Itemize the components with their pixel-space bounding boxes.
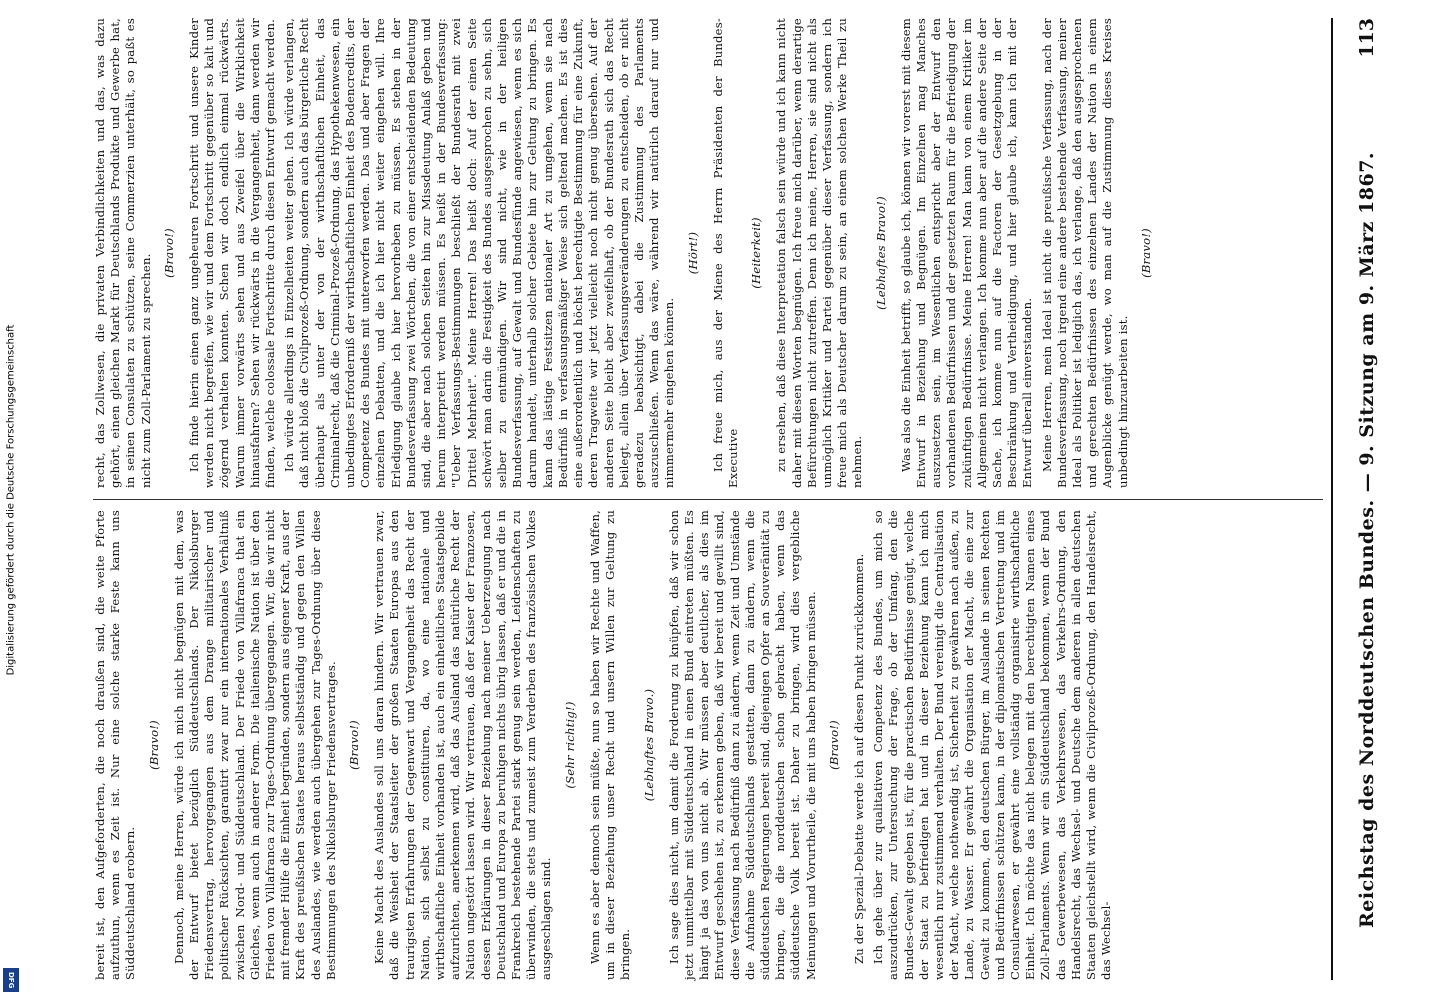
rotated-page	[23, 0, 1432, 1000]
paragraph: Ich freue mich, aus der Miene des Herrn Präsidenten der Bundes-Executive	[710, 18, 740, 488]
page-number: 113	[1356, 18, 1378, 58]
stage-cue: (Lebhaftes Bravo.)	[641, 688, 656, 802]
page-header	[1350, 18, 1390, 980]
stage-cue: (Bravo!)	[1138, 228, 1153, 278]
scanned-sheet	[22, 0, 1432, 1000]
stage-cue: (Bravo!)	[826, 720, 841, 770]
digitization-sidebar	[0, 0, 22, 1000]
paragraph: Was also die Einheit betrifft, so glaube ich, können wir vorerst mit diesem Entwurf in Beziehung und Begnügen. Im Einzelnen mag Manches auszusetzen sein, im Wesentlichen entspricht aber der Entwurf den vorhandenen Bedürfnissen und der gesetzten Raum für die Befriedigung der zukünftigen Bedürfnisse. Meine Herren! Man kann von einem Kritiker im Allgemeinen nicht verlangen. Ich komme nun aber auf die andere Seite der Sache, ich komme nun auf die Factoren der Gesetzgebung in der Beschränkung und Vertheidigung, und hier glaube ich, kann ich mit der Entwurf überall einverstanden.	[898, 18, 1035, 488]
text-column-right	[93, 18, 1323, 488]
paragraph: zu ersehen, daß diese Interpretation falsch sein würde und ich kann nicht daher mit diesen Worten begnügen. Ich freue mich darüber, wenn derartige Befürchtungen nicht zutreffen. Denn ich meine, Herren, sie sind nicht als unmöglich Kritiker und Partei gegenüber dieser Verfassung, sondern ich freue mich als Deutscher darum zu sein, an einem solchen Werke Theil zu nehmen.	[774, 18, 865, 488]
paragraph: Ich gehe über zur qualitativen Competenz des Bundes, um mich so auszudrücken, zur Untersuchung der Frage, ob der Umfang, den die Bundes-Gewalt gegeben ist, für die practischen Bedürfnisse genügt, welche der Staat zu befriedigen hat und in dieser Beziehung kann ich mich wesentlich nur zustimmend verhalten. Der Bund vereinigt die Centralisation der Macht, welche nothwendig ist, Sicherheit zu gewähren nach außen, zu Lande, zu Wasser. Er gewährt die Organisation der Macht, die eine zur Gewalt zu kommen, den deutschen Bürger, im Auslande in seinen Rechten und Bedürfnissen schützen kann, in der diplomatischen Vertretung und im Consularwesen, er gewährt eine vollständig organisirte wirthschaftliche Einheit. Ich möchte das nicht belegen mit den berechtigten Namen eines Zoll-Parlaments. Wenn wir ein Süddeutschland bekommen, wenn der Bund das Gewerbewesen, das Verkehrswesen, das Verkehrs-Ordnung, den Handelsrecht, das Wechsel- und Deutsche dem anderen in allen deutschen Staaten gleichstellt wird, wenn die Civilprozeß-Ordnung, den Handelsrecht, das Wechsel-	[871, 510, 1114, 980]
stage-cue: (Bravo!)	[161, 228, 176, 278]
text-column-left	[93, 510, 1323, 980]
paragraph: Keine Macht des Auslandes soll uns daran hindern. Wir vertrauen zwar, daß die Weisheit der Staatsleiter der großen Staaten Europas aus den traurigsten Erfahrungen der Gegenwart und Vergangenheit das Recht der Nation, sich selbst zu constituiren, da, wo eine nationale und wirthschaftliche Einheit vorhanden ist, auch ein einheitliches Staatsgebilde aufzurichten, anerkennen wird, daß das Ausland das natürliche Recht der Nation ungestört lassen wird. Wir vertrauen, daß der Kaiser der Franzosen, dessen Erklärungen in dieser Beziehung nach meiner Ueberzeugung nach Deutschland und Europa zu beruhigen nichts übrig lassen, daß er und die in Frankreich bestehende Partei stark genug sein werden, Leidenschaften zu überwinden, die stets und zumeist zum Verderben des französischen Volkes ausgeschlagen sind.	[372, 510, 554, 980]
paragraph: bereit ist, den Aufgeforderten, die noch draußen sind, die weite Pforte aufzuthun, wenn es Zeit ist. Nur eine solche starke Feste kann uns Süddeutschland erobern.	[93, 510, 138, 980]
paragraph: Ich würde allerdings in Einzelheiten weiter gehen. Ich würde verlangen, daß nicht bloß die Civilprozeß-Ordnung, sondern auch das bürgerliche Recht überhaupt als unter der von der wirthschaftlichen Einheit, das Criminalrecht, daß die Criminal-Prozeß-Ordnung, das Hypothekenwesen, ein unbedingtes Erforderniß der wirthschaftlichen Einheit des Bodencredits, der Competenz des Bundes mit unterworfen werden. Das und aber Fragen der einzelnen Debatten, und die ich hier nicht weiter eingehen will. Ihre Erledigung glaube ich hier hervorheben zu müssen. Es stehen in der Bundesverfassung zwei Wörtchen, die von einer entscheidenden Bedeutung sind, die aber nach solchen Seiten hin zur Missdeutung Anlaß geben und herum interpretirt werden müssen. Es heißt in der Bundesverfassung: "Ueber Verfassungs-Bestimmungen beschließt der Bundesrath mit zwei Drittel Mehrheit". Meine Herren! Das heißt doch: Auf der einen Seite schwört man darin die Festigkeit des Bundes ausgesprochen zu sehn, sich selber zu entmündigen. Wir sind nicht, wie in der heiligen Bundesverfassung, auf Gewalt und Bundesfünde angewiesen, wenn es sich darum handelt, unterhalb solcher Gebiete hin zur Geltung zu bringen. Es kann das lästige Festsitzen nationaler Art zu umgehen, wenn sie nach Bedürfniß in verfassungsmäßiger Weise sich geltend machen. Es ist dies eine außerordentlich und höchst berechtigte Bestimmung für eine Zukunft, deren Tragweite wir jetzt vielleicht noch nicht genug übersehen. Auf der anderen Seite bleibt aber zweifelhaft, ob der Bundesrath sich das Recht beilegt, allein über Verfassungsveränderungen zu entscheiden, ob er nicht geradezu beabsichtigt, dabei die Zustimmung des Parlaments auszuschließen. Wenn das wäre, während wir natürlich darauf nur und nimmermehr eingehen können.	[282, 18, 677, 488]
stage-cue: (Bravo!)	[347, 720, 362, 770]
header-rule	[1331, 18, 1333, 980]
stage-cue: (Lebhaftes Bravo!)	[873, 196, 888, 310]
stage-cue: (Bravo!)	[146, 720, 161, 770]
stage-cue: (Heiterkeit)	[749, 217, 764, 289]
dfg-logo-icon: DFG	[3, 968, 19, 992]
paragraph: Dennoch, meine Herren, würde ich mich nicht begnügen mit dem, was der Entwurf bietet bezüglich Süddeutschlands. Der Nikolsburger Friedensvertrag, hervorgegangen aus dem Drange militairischer und politischer Rücksichten, garantirt zwar nur ein internationales Verhältniß zwischen Nord- und Süddeutschland. Der Friede von Villafranca that ein Gleiches, wenn auch in anderer Form. Die italienische Nation ist über den Frieden von Villafranca zur Tages-Ordnung übergegangen. Wir, die wir nicht mit fremder Hülfe die Einheit begründen, sondern aus eigener Kraft, aus der Kraft des preußischen Staates heraus selbstständig und gegen den Willen des Auslandes, wie werden auch übergehen zur Tages-Ordnung über diese Bestimmungen des Nikolsburger Friedensvertrages.	[171, 510, 338, 980]
stage-cue: (Hört!)	[685, 231, 700, 275]
paragraph: recht, das Zollwesen, die privaten Verbindlichkeiten und das, was dazu gehört, einen gleichen Markt für Deutschlands Produkte und Gewerbe hat, in seinen Consulaten zu schützen, seine Commerzien unterhält, so paßt es nicht zum Zoll-Parlament zu sprechen.	[93, 18, 153, 488]
dfg-credit-text: Digitalisierung gefördert durch die Deutsche Forschungsgemeinschaft	[5, 324, 17, 676]
stage-cue: (Sehr richtig!)	[562, 701, 577, 789]
running-head: Reichstag des Norddeutschen Bundes. — 9. Sitzung am 9. März 1867.	[1356, 151, 1378, 929]
paragraph: Meine Herren, mein Ideal ist nicht die preußische Verfassung, nach der Bundesverfassung, noch irgend eine andere bestehende Verfassung, meiner Ideal als Politiker ist lediglich das, ich verlange, daß den ausgesprochenen und gerechten Bedürfnissen des einzelnen Landes der Nation in einem Augenblicke genügt werde, wo man auf die Zustimmung dieses Kreises unbedingt hinzuarbeiten ist.	[1039, 18, 1130, 488]
paragraph: Wenn es aber dennoch sein müßte, nun so haben wir Rechte und Waffen, um in dieser Beziehung unser Recht und unsern Willen zur Geltung zu bringen.	[587, 510, 633, 980]
paragraph: Zu der Spezial-Debatte werde ich auf diesen Punkt zurückkommen.	[851, 553, 866, 964]
paragraph: Ich sage dies nicht, um damit die Forderung zu knüpfen, daß wir schon jetzt unmittelbar mit Süddeutschland in einen Bund eintreten müßten. Es hängt ja das von uns nicht ab. Wir müssen aber deutlicher, als dies im Entwurf geschehen ist, zu erkennen geben, daß wir bereit und gewillt sind, diese Verfassung nach Bedürfniß dann zu ändern, wenn Zeit und Umstände die Aufnahme Süddeutschlands gestatten, dann zu ändern, wenn die süddeutschen Regierungen bereit sind, diejenigen Opfer an Souveränität zu bringen, die die norddeutschen schon gebracht haben, wenn das süddeutsche Volk bereit ist. Daher zu bringen, wird dies vergebliche Meinungen und Vorurtheile, die mit uns haben bringen müssen.	[666, 510, 818, 980]
column-divider	[93, 499, 1323, 500]
paragraph: Ich finde hierin einen ganz ungeheuren Fortschritt und unsere Kinder werden nicht begreifen, wie wir und dem Fortschritt gegenüber so kalt und zögernd verhalten konnten. Schen wir doch endlich einmal rückwärts. Warum immer vorwärts sehen und aus Zweifel über die Wirklichkeit hinausfahren? Sehen wir rückwärts in die Vergangenheit, dann werden wir finden, welche colossale Fortschritte durch diesen Entwurf gemacht werden.	[187, 18, 278, 488]
